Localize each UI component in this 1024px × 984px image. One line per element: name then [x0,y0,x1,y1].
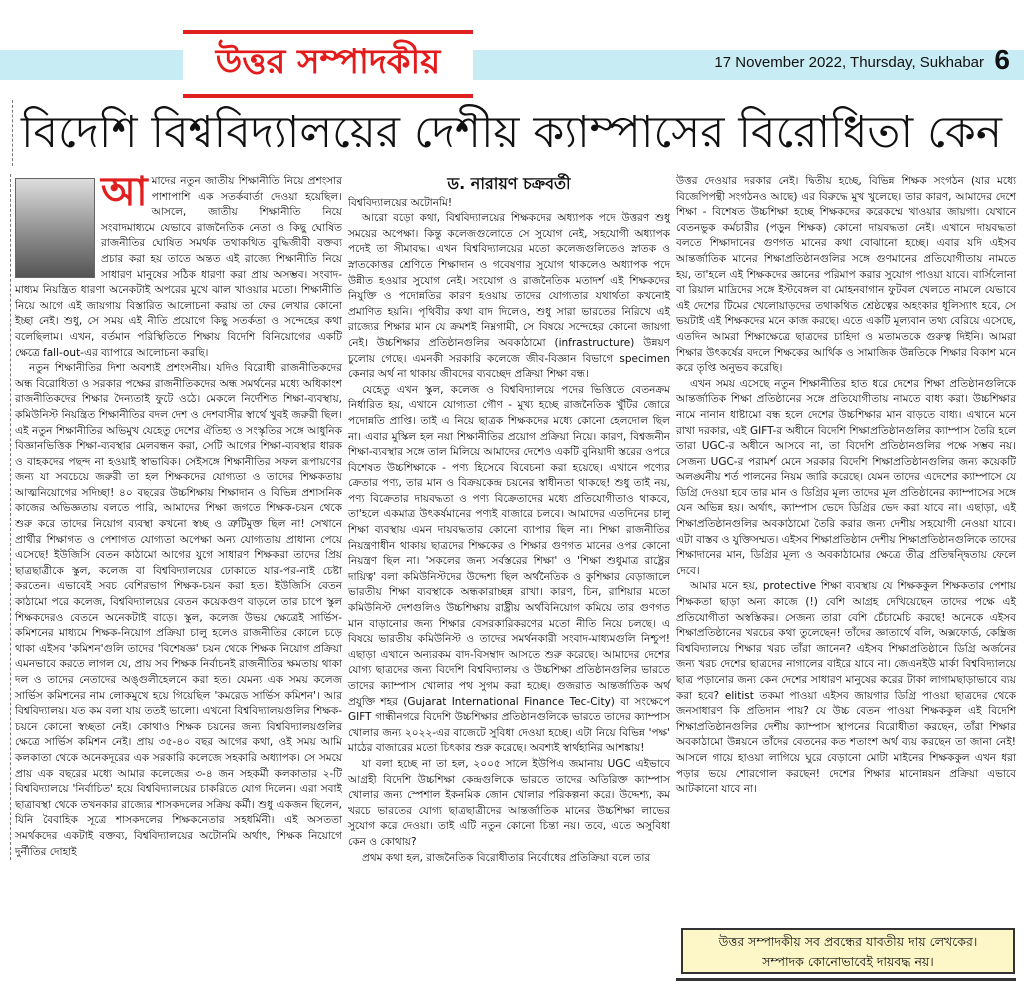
column-1 [10,169,342,860]
paragraph: আমার মনে হয়, protective শিক্ষা ব্যবস্থায় যে শিক্ষককুল শিক্ষকতার পেশায় শিক্ষকতা ছাড়া অন্য কাজে (!) বেশি আগ্রহ দেখিয়েছেন তাদের পক্ষে এই প্রতিযোগীতা অস্বস্তিকর। সেজন্য তারা বেশি চেঁচামেচি করছে! অনেকে এইসব শিক্ষাপ্রতিষ্ঠানের খরচের কথা তুলেছেন! তাঁদের জ্ঞাতার্থে বলি, অক্সফোর্ড, কেম্ব্রিজ বিশ্ববিদ্যালয়ে শিক্ষার খরচ তাঁরা জানেন? এইসব শিক্ষাপ্রতিষ্ঠানে ডিগ্রি অর্জনের জন্য খরচ দেশের ছাত্রদের নাগালের বাইরে যাবে না। জেএনইউ মার্কা বিশ্ববিদ্যালয়ে ছাত্র পড়ানোর জন্য কেন দেশের সাধারণ মানুষের করের টাকা লাগামছাড়াভাবে ব্যয় করা হবে? elitist তকমা পাওয়া এইসব জায়গার ডিগ্রি পাওয়া ছাত্রদের থেকে জনসাধারণ কি প্রতিদান পায়? যে উচ্চ বেতন পাওয়া শিক্ষককুল এই বিদেশি শিক্ষাপ্রতিষ্ঠানগুলির দেশীয় ক্যাম্পাস স্থাপনের বিরোধীতা করছেন, তাঁরা শিক্ষার অবকাঠামো উন্নয়নে তাঁদের বেতনের কত শতাংশ অর্থ ব্যয় করছেন তা জানা নেই! আসলে গায়ে হাওয়া লাগিয়ে ঘুরে বেড়ানো মোটা মাইনের শিক্ষককুল এখন ধরা পড়ার ভয়ে শোরগোল করছেন! দেশের শিক্ষার মানোন্নয়ন প্রক্রিয়া এভাবে আটকানো যাবে না। [676,580,1016,796]
disclaimer-line-2: সম্পাদক কোনোভাবেই দায়বদ্ধ নয়। [762,954,934,969]
paragraph: মাদের নতুন জাতীয় শিক্ষানীতি নিয়ে প্রশংসার পাশাপাশি এক সতর্কবার্তা দেওয়া হয়েছিল। আসলে, জাতীয় শিক্ষানীতি নিয়ে সংবাদমাধ্যমে যেভাবে রাজনৈতিক নেতা ও কিছু ঘোষিত রাজনীতির ঘোষিত সমর্থক তথাকথিত বুদ্ধিজীবী বক্তব্য প্রচার করা হয় তাতে অন্তত এই রাজ্যে শিক্ষানীতি নিয়ে সাধারণ মানুষের সঠিক ধারণা করা প্রায় অসম্ভব। সংবাদ-মাধ্যম নিয়ন্ত্রিত ধারণা অনেকটাই অপরের মুখে ঝাল খাওয়ার মতো। শিক্ষানীতি নিয়ে আগে এই জায়গায় বিস্তারিত আলোচনা করায় তা ফের লেখার কোনো ইচ্ছা নেই। শুধু, সে সময় এই নীতি প্রয়োগে কিছু সতর্কতা ও সন্দেহের কথা বলেছিলাম। এখন, বর্তমান পরিস্থিতিতে শিক্ষায় বিদেশি বিনিয়োগের একটি ক্ষেত্রে fall-out-এর ব্যাপারে আলোচনা করছি। [15,175,342,359]
bottom-rule [676,978,1016,981]
paragraph: এখন সময় এসেছে নতুন শিক্ষানীতির হাত ধরে দেশের শিক্ষা প্রতিষ্ঠানগুলিকে আন্তর্জাতিক শিক্ষা প্রতিষ্ঠানের সঙ্গে প্রতিযোগীতায় নামতে বাধ্য করা। উচ্চশিক্ষার নামে নানান ধাষ্টামো বন্ধ হলে দেশের উচ্চশিক্ষার মান বাড়তে বাধ্য। এখানে মনে রাখা দরকার, এই GIFT-র অধীনে বিদেশি শিক্ষাপ্রতিষ্ঠানগুলির ক্যাম্পাস তৈরি হলে তারা UGC-র অধীনে আসবে না, তা বিদেশি প্রতিষ্ঠানগুলির পক্ষে সম্ভব নয়। সেজন্য UGC-র পরামর্শ মেনে সরকার বিদেশি শিক্ষাপ্রতিষ্ঠানগুলির জন্য কয়েকটি অলঙ্ঘনীয় শর্ত পালনের নিয়ম জারি করেছে। যেমন তাদের এদেশের ক্যাম্পাসে যে ডিগ্রি দেওয়া হবে তার মান ও ডিগ্রির মূল্য তাদের মূল প্রতিষ্ঠানের ক্যাম্পাসের সঙ্গে যেন অভিন্ন হয়। অর্থাৎ, ক্যাম্পাস ভেদে ডিগ্রির ভেদ করা যাবে না। এছাড়া, এই শিক্ষাপ্রতিষ্ঠানগুলির অবকাঠামো তৈরি করার জন্য দেশীয় সহযোগী নেওয়া যাবে। এটা বাস্তব ও যুক্তিসম্মত। এইসব শিক্ষাপ্রতিষ্ঠান দেশীয় শিক্ষাপ্রতিষ্ঠানগুলিকে তাদের শিক্ষাদানের মান, ডিগ্রির মূল্য ও অবকাঠামোর ক্ষেত্রে তীব্র প্রতিদ্বন্দ্বিতায় ফেলে দেবে। [676,377,1016,577]
paragraph: প্রথম কথা হল, রাজনৈতিক বিরোধীতার নির্বোধের প্রতিক্রিয়া বলে তার [362,851,651,864]
disclaimer-box [681,928,1015,974]
byline: ড. নারায়ণ চক্রবর্তী [447,174,571,193]
headline: বিদেশি বিশ্ববিদ্যালয়ের দেশীয় ক্যাম্পাসের বিরোধিতা কেন [12,100,1017,166]
column-3 [676,174,1016,798]
paragraph: বিশ্ববিদ্যালয়ের অটোনমি! [348,196,453,209]
disclaimer-line-1: উত্তর সম্পাদকীয় সব প্রবন্ধের যাবতীয় দায় লেখকের। [718,934,978,949]
paragraph: যা বলা হচ্ছে না তা হল, ২০০৫ সালে ইউপিএ জমানায় UGC এইভাবে আগ্রহী বিদেশি উচ্চশিক্ষা কেন্দ্রগুলিকে ভারতে তাদের অতিরিক্ত ক্যাম্পাস খোলার জন্য স্পেশাল ইকনমিক জোন খোলার পরিকল্পনা করে। উদ্দেশ্য, কম খরচে ভারতের যোগ্য ছাত্রছাত্রীদের আন্তর্জাতিক মানের উচ্চশিক্ষা লাভের সুযোগ করে দেওয়া। তাই এটি নতুন কোনো চিন্তা নয়। তবে, এতে অসুবিধা কেন ও কোথায়? [348,757,670,848]
paragraph: উত্তর দেওয়ার দরকার নেই। দ্বিতীয় হচ্ছে, বিভিন্ন শিক্ষক সংগঠন (যার মধ্যে বিজেপিপন্থী সংগঠনও আছে) এর বিরুদ্ধে মুখ খুলেছে। তার কারণ, আমাদের দেশে শিক্ষা - বিশেষত উচ্চশিক্ষা হচ্ছে শিক্ষকদের করেকম্মে খাওয়ার জায়গা। যেখানে বেতনভুক কর্মচারীর (পড়ুন শিক্ষক) কোনো দায়বদ্ধতা নেই। এখানে দায়বদ্ধতা বলতে শিক্ষাদানের গুণগত মানের কথা বোঝানো হচ্ছে। এবার যদি এইসব আন্তর্জাতিক মানের শিক্ষাপ্রতিষ্ঠানগুলির সঙ্গে গুণমানের প্রতিযোগীতায় নামতে হয়, তা'হলে এই শিক্ষকদের জ্ঞানের পরিমাপ করার সুযোগ পাওয়া যাবে। বার্সিলোনা বা রিয়াল মাদ্রিদের সঙ্গে ইস্টবেঙ্গল বা মোহনবাগান ফুটবল খেলতে নামলে যেভাবে এই দেশের টিমের খেলোয়াড়দের তথাকথিত শ্রেষ্ঠত্বের অহংকার ধূলিস্যাৎ হবে, সে ভয়টাই এই শিক্ষকদের মনে কাজ করছে। এতে একটি মূল্যবান তথ্য বেরিয়ে এসেছে, এতদিন আমরা শিক্ষাক্ষেত্রে ছাত্রদের চাহিদা ও মতামতকে গুরুত্ব দিইনি। আমরা শিক্ষার উৎকর্ষের বদলে শিক্ষকের আর্থিক ও সামাজিক উন্নতিকে শিক্ষার বিকাশ মনে করে তৃপ্তি অনুভব করেছি। [676,175,1016,375]
paragraph: যেহেতু এখন স্কুল, কলেজ ও বিশ্ববিদ্যালয়ে পদের ভিত্তিতে বেতনক্রম নির্ধারিত হয়, এখানে যোগ্যতা গৌণ - মুখ্য হচ্ছে রাজনৈতিক খুঁটির জোরে পদোন্নতি প্রাপ্তি। তাই এ নিয়ে ছাত্রক শিক্ষকদের মধ্যে কোনো হেলদোল ছিল না। এবার মুস্কিল হল নয়া শিক্ষানীতির প্রয়োগ প্রক্রিয়া নিয়ে। কারণ, বিশ্বজনীন শিক্ষা-ব্যবস্থার সঙ্গে তাল মিলিয়ে আমাদের দেশেও একটি বুনিয়াদী স্তরের ওপরে বিশেষত উচ্চশিক্ষাকে - পণ্য হিসেবে বিবেচনা করা হয়েছে। এখানে পণ্যের ক্রেতার পণ্য, তার মান ও বিক্রয়কেন্দ্র চয়নের স্বাধীনতা থাকছে! শুধু তাই নয়, পণ্য বিক্রেতার দায়বদ্ধতা ও পণ্য বিক্রেতাদের মধ্যে প্রতিযোগীতাও থাকবে, তা'হলে একমাত্র উৎকর্ষমানের পণ্যই বাজারে চলবে। আমাদের এতদিনের চালু শিক্ষা ব্যবস্থায় এমন দায়বদ্ধতার কোনো ব্যাপার ছিল না। শিক্ষা রাজনীতির নিয়ন্ত্রণাধীন থাকায় ছাত্রদের শিক্ষকের ও শিক্ষার গুণগত মানের ওপর কোনো নিয়ন্ত্রণ ছিল না। 'সকলের জন্য সর্বস্তরের শিক্ষা' ও 'শিক্ষা শুধুমাত্র রাষ্ট্রের দায়িত্ব' বলা কমিউনিস্টদের উদ্দেশ্য ছিল অর্থনৈতিক ও কুশিক্ষার বেড়াজালে ভারতীয় শিক্ষা ব্যবস্থাকে অন্ধকারাচ্ছন্ন রাখা। কারণ, চিন, রাশিয়ার মতো কমিউনিস্ট দেশগুলিও উচ্চশিক্ষায় রাষ্ট্রীয় অর্থবিনিয়োগ কমিয়ে তার গুণগত মান বাড়ানোর জন্য শিক্ষার বেসরকারিকরণের মতো নীতি নিয়ে চলছে। এ বিষয়ে ভারতীয় কমিউনিস্ট ও তাদের সমর্থনকারী সংবাদ-মাধ্যমগুলি নিশ্চুপ! এছাড়া এখানে অন্যরকম বাদ-বিসম্বাদ আসতে শুরু করেছে। আমাদের দেশের যোগ্য ছাত্রদের জন্য বিদেশি বিশ্ববিদ্যালয় ও উচ্চশিক্ষা প্রতিষ্ঠানগুলির ভারতে তাদের ক্যাম্পাস খোলার পথ সুগম করা হচ্ছে। গুজরাত আন্তর্জাতিক অর্থ প্রযুক্তি শহর (Gujarat International Finance Tec-City) বা সংক্ষেপে GIFT গান্ধীনগরে বিদেশি উচ্চশিক্ষার প্রতিষ্ঠানগুলিকে ভারতে তাদের ক্যাম্পাস খোলার জন্য ২০২২-এর বাজেটে সুবিধা দেওয়া হচ্ছে। এটা নিয়ে বিভিন্ন 'পক্ষ' মাঠের বাজারের মতো চিৎকার শুরু করেছে। অবশ্যই স্বার্থহানির আশঙ্কায়! [348,383,670,755]
author-photo [15,178,95,278]
paragraph: নতুন শিক্ষানীতির দিশা অবশ্যই প্রশংসনীয়। যদিও বিরোধী রাজনীতিকদের অন্ধ বিরোধিতা ও সরকার পক্ষের রাজনীতিকদের অন্ধ সমর্থনের মধ্যে অধিকাংশ রাজনীতিকদের শিক্ষার দৈন্যতাই ফুটে ওঠে। মেকলে নির্দেশিত শিক্ষা-ব্যবস্থায়, কমিউনিস্ট নিয়ন্ত্রিত শিক্ষানীতির বদল দেশ ও দেশবাসীর স্বার্থে খুবই জরুরী ছিল। এই নতুন শিক্ষানীতির অভিমুখ যেহেতু দেশের ঐতিহ্য ও সংস্কৃতির সঙ্গে আধুনিক বিজ্ঞানভিত্তিক শিক্ষা-ব্যবস্থার মেলবন্ধন করা, সেটি আগের শিক্ষা-ব্যবস্থার ধারক ও বাহকদের পছন্দ না হওয়াই স্বাভাবিক। সেইসঙ্গে শিক্ষানীতির সফল রূপায়ণের জন্য যা সবচেয়ে জরুরী তা হল শিক্ষকদের যোগ্যতা ও তাদের শিক্ষকতায় আত্মনিয়োগের সদিচ্ছা! ৪০ বছরের উচ্চশিক্ষায় শিক্ষাদান ও বিভিন্ন প্রশাসনিক কাজের অভিজ্ঞতায় বলতে পারি, আমাদের শিক্ষা জগতে শিক্ষক-চয়ন থেকে শুরু করে তাদের নিয়োগ ব্যবস্থা কখনো স্বচ্ছ ও ত্রুটিমুক্ত ছিল না! সেখানে প্রার্থীর শিক্ষাগত ও পেশাগত যোগ্যতা অপেক্ষা অন্য যোগ্যতায় প্রাধান্য পেয়ে এসেছে! ইউজিসি বেতন কাঠামো আগের যুগে সাধারণ শিক্ষকরা তাদের প্রিয় ছাত্রছাত্রীকে স্কুল, কলেজ বা বিশ্ববিদ্যালয়ের ঢোকাতে যার-পর-নাই চেষ্টা করতেন। এভাবেই সবচ বেশিরভাগ শিক্ষক-চয়ন করা হত। ইউজিসি বেতন কাঠামো পরে কলেজ, বিশ্ববিদ্যালয়ের বেতন কয়েকগুণ বাড়লে তার চাপে স্কুল শিক্ষকদেরও বেতনে অনেকটাই বাড়ে। স্কুল, কলেজ উভয় ক্ষেত্রেই সার্ভিস-কমিশনের মাধ্যমে শিক্ষক-নিয়োগ প্রক্রিয়া চালু হলেও রাজনীতির কোলে চড়ে থাকা এইসব 'কমিশন'গুলি তাদের 'বিশেষজ্ঞ' চয়ন থেকে শিক্ষক নিয়োগ প্রক্রিয়া এমনভাবে করতে লাগল যে, প্রায় সব শিক্ষক নির্বাচনই রাজনীতির ক্ষমতায় থাকা দল ও তাদের নেতাদের অঙ্গুলীহেলনে করা হত। যেমন্য এক সময় কলেজ সার্ভিস কমিশনের নাম লোকমুখে হয়ে গিয়েছিল 'কমরেড সার্ভিস কমিশন'। আর বিশ্ববিদ্যালয়। যত কম বলা যায় ততই ভালো। এখনো বিশ্ববিদ্যালয়গুলির শিক্ষক-চয়নে কোনো স্বচ্ছতা নেই। কোথাও শিক্ষক চয়নের জন্য বিশ্ববিদ্যালয়গুলির ক্ষেত্রে সার্ভিস কমিশন নেই। প্রায় ৩৫-৪০ বছর আগের কথা, ওই সময় আমি কলকাতা থেকে অনেকদূরের এক সরকারি কলেজে সহকারি অধ্যাপক। সে সময়ে প্রায় এক বছরের মধ্যে আমার কলেজের ৩-৪ জন সহকর্মী কলকাতার ২-টি বিশ্ববিদ্যালয়ে 'নির্বাচিত' হয়ে বিশ্ববিদ্যালয়ের চাকরিতে যোগ দিলেন। এরা সবাই ছাত্রাবস্থা থেকে তখনকার রাজ্যের শাসকদলের সক্রিয় কর্মী। শুধু একজন ছিলেন, যিনি বৈবাহিক সূত্রে শাসকদলের শিক্ষকনেতার সহধর্মিনী। এই অসততা সমর্থকদের একটাই বক্তব্য, বিশ্ববিদ্যালয়ের অটোনমি অর্থাৎ, শিক্ষক নিয়োগে দুর্নীতির দোহাই [15,362,342,858]
dateline: 17 November 2022, Thursday, Sukhabar [714,54,984,71]
page-number: 6 [994,44,1010,75]
drop-cap: আ [101,169,148,215]
paragraph: আরো বড়ো কথা, বিশ্ববিদ্যালয়ের শিক্ষকদের অধ্যাপক পদে উত্তরণ শুধু সময়ের অপেক্ষা। কিন্তু কলেজগুলোতে সে সুযোগ নেই, সহযোগী অধ্যাপক পদেই তা সীমাবদ্ধ। এখন বিশ্ববিদ্যালয়ের মতো কলেজগুলিতেও স্নাতক ও স্নাতকোত্তর শ্রেণিতে শিক্ষাদান ও গবেষণার সুযোগ থাকলেও অধ্যাপক পদে উন্নীত হওয়ার সুযোগ নেই। সংযোগ ও রাজনৈতিক মতাদর্শ এই শিক্ষকদের নিযুক্তি ও পদোন্নতির কারণ হওয়ায় তাদের যোগ্যতার যথার্থতা কখনোই প্রমাণিত হয়নি। পৃথিবীর কথা বাদ দিলেও, শুধু সারা ভারতের নিরিখে এই রাজ্যের শিক্ষার মান যে ক্রমশই নিম্নগামী, সে বিষয়ে সন্দেহের কোনো জায়গা নেই। উচ্চশিক্ষার প্রতিষ্ঠানগুলির অবকাঠামো (infrastructure) উন্নয়ণ চুলোয় গেছে। এমনকী সরকারি কলেজে জীব-বিজ্ঞান বিভাগে specimen কেনার অর্থ না থাকায় জীবদের ব্যবচ্ছেদ প্রক্রিয়া শিক্ষা বন্ধ। [348,212,670,381]
section-logo: উত্তর সম্পাদকীয় [183,30,473,98]
column-2 [348,174,670,866]
